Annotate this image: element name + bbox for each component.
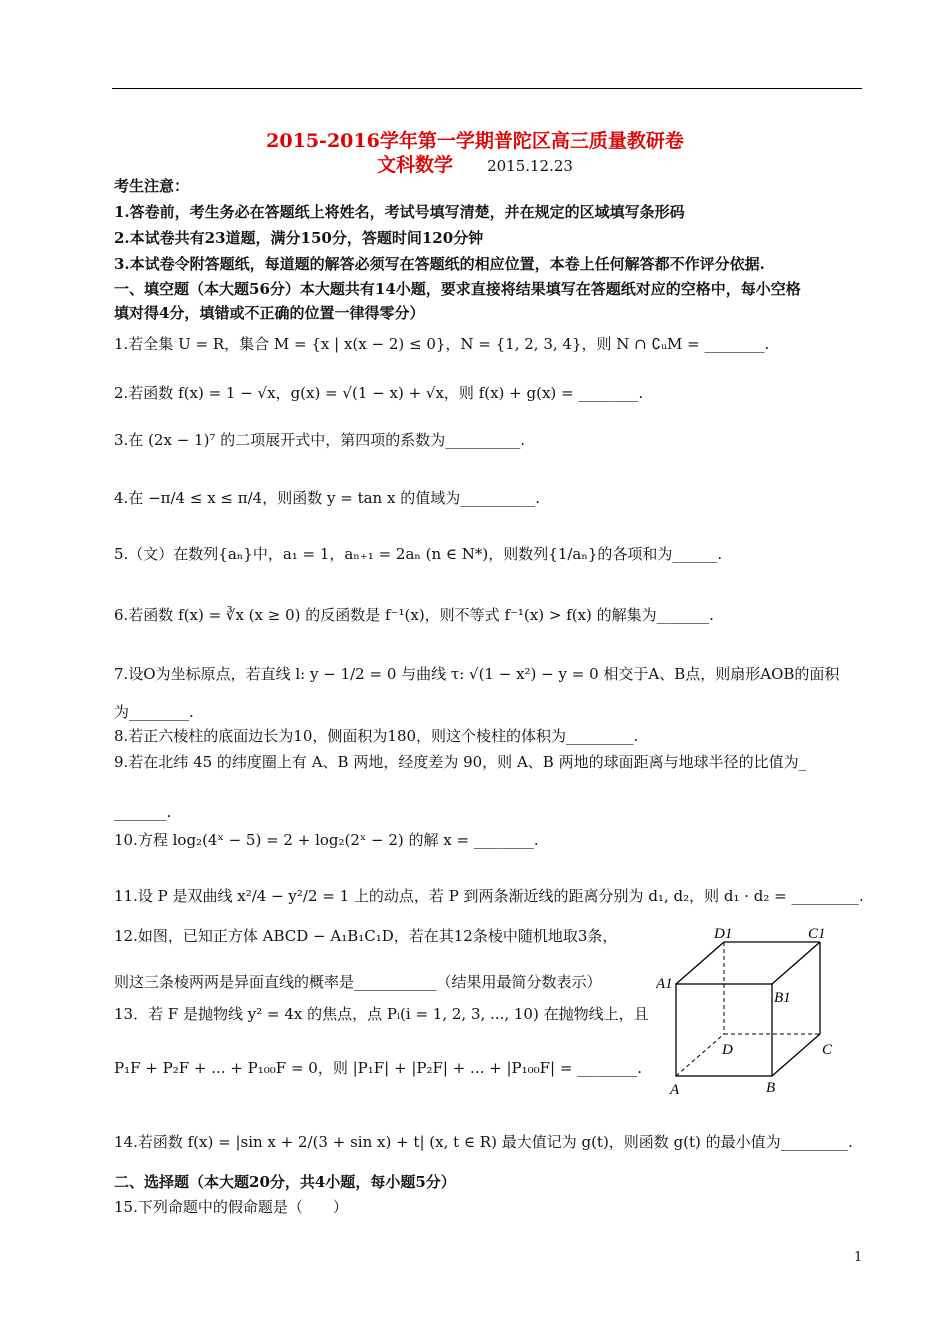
notice-item-2: 2.本试卷共有23道题，满分150分，答题时间120分钟	[114, 229, 484, 247]
question-6: 6.若函数 f(x) = ∛x (x ≥ 0) 的反函数是 f⁻¹(x)，则不等式 f⁻¹(x) > f(x) 的解集为_______.	[114, 606, 714, 624]
page-number: 1	[854, 1250, 863, 1265]
question-13-line1: 13．若 F 是抛物线 y² = 4x 的焦点，点 Pᵢ(i = 1, 2, 3, ..., 10) 在抛物线上，且	[114, 1005, 649, 1023]
question-5: 5.（文）在数列{aₙ}中，a₁ = 1，aₙ₊₁ = 2aₙ (n ∈ N*)，则数列{1/aₙ}的各项和为______.	[114, 545, 723, 563]
notice-heading: 考生注意：	[114, 177, 190, 195]
vertex-label-b: B	[766, 1080, 776, 1096]
question-10: 10.方程 log₂(4ˣ − 5) = 2 + log₂(2ˣ − 2) 的解 x = ________.	[114, 831, 539, 849]
question-4: 4.在 −π/4 ≤ x ≤ π/4，则函数 y = tan x 的值域为__________.	[114, 489, 540, 507]
header-rule	[112, 88, 862, 89]
question-8: 8.若正六棱柱的底面边长为10，侧面积为180，则这个棱柱的体积为_________.	[114, 727, 639, 745]
section1-heading-line2: 填对得4分，填错或不正确的位置一律得零分）	[114, 304, 425, 322]
question-15: 15.下列命题中的假命题是（ ）	[114, 1198, 348, 1216]
question-14: 14.若函数 f(x) = |sin x + 2/(3 + sin x) + t| (x, t ∈ R) 最大值记为 g(t)，则函数 g(t) 的最小值为_________.	[114, 1133, 853, 1151]
question-13-line2: P₁F + P₂F + ... + P₁₀₀F = 0，则 |P₁F| + |P₂F| + ... + |P₁₀₀F| = ________.	[114, 1059, 642, 1077]
question-12-line2: 则这三条棱两两是异面直线的概率是___________（结果用最简分数表示）	[114, 973, 602, 991]
vertex-label-c1: C1	[808, 926, 826, 942]
section1-heading-line1: 一、填空题（本大题56分）本大题共有14小题，要求直接将结果填写在答题纸对应的空格中，每小空格	[114, 280, 801, 298]
vertex-label-d: D	[722, 1042, 733, 1058]
section2-heading: 二、选择题（本大题20分，共4小题，每小题5分）	[114, 1173, 456, 1191]
notice-item-3: 3.本试卷令附答题纸，每道题的解答必须写在答题纸的相应位置，本卷上任何解答都不作评分依据.	[114, 255, 765, 273]
page-subtitle	[0, 150, 950, 177]
question-3: 3.在 (2x − 1)⁷ 的二项展开式中，第四项的系数为__________.	[114, 431, 525, 449]
vertex-label-b1: B1	[774, 990, 791, 1006]
question-2: 2.若函数 f(x) = 1 − √x，g(x) = √(1 − x) + √x，则 f(x) + g(x) = ________.	[114, 384, 644, 402]
notice-item-1: 1.答卷前，考生务必在答题纸上将姓名，考试号填写清楚，并在规定的区域填写条形码	[114, 203, 685, 221]
vertex-label-c: C	[822, 1042, 833, 1058]
question-9-line1: 9.若在北纬 45 的纬度圈上有 A、B 两地，经度差为 90，则 A、B 两地的球面距离与地球半径的比值为_	[114, 753, 807, 771]
page-title: 2015-2016学年第一学期普陀区高三质量教研卷	[266, 130, 684, 152]
vertex-label-a1: A1	[656, 976, 673, 992]
exam-date: 2015.12.23	[487, 157, 573, 175]
question-11: 11.设 P 是双曲线 x²/4 − y²/2 = 1 上的动点，若 P 到两条渐近线的距离分别为 d₁, d₂，则 d₁ · d₂ = _________.	[114, 887, 864, 905]
vertex-label-d1: D1	[714, 926, 733, 942]
cube-figure	[656, 922, 846, 1097]
question-1: 1.若全集 U = R，集合 M = {x | x(x − 2) ≤ 0}，N = {1, 2, 3, 4}，则 N ∩ ∁ᵤM = ________.	[114, 335, 770, 353]
question-7-line1: 7.设O为坐标原点，若直线 l: y − 1/2 = 0 与曲线 τ: √(1 − x²) − y = 0 相交于A、B点，则扇形AOB的面积	[114, 665, 840, 683]
subject-label: 文科数学	[377, 154, 454, 176]
question-9-line2: _______.	[114, 803, 172, 821]
question-12-line1: 12.如图，已知正方体 ABCD − A₁B₁C₁D，若在其12条棱中随机地取3条，	[114, 927, 618, 945]
question-7-line2: 为________.	[114, 703, 194, 721]
vertex-label-a: A	[670, 1082, 680, 1097]
